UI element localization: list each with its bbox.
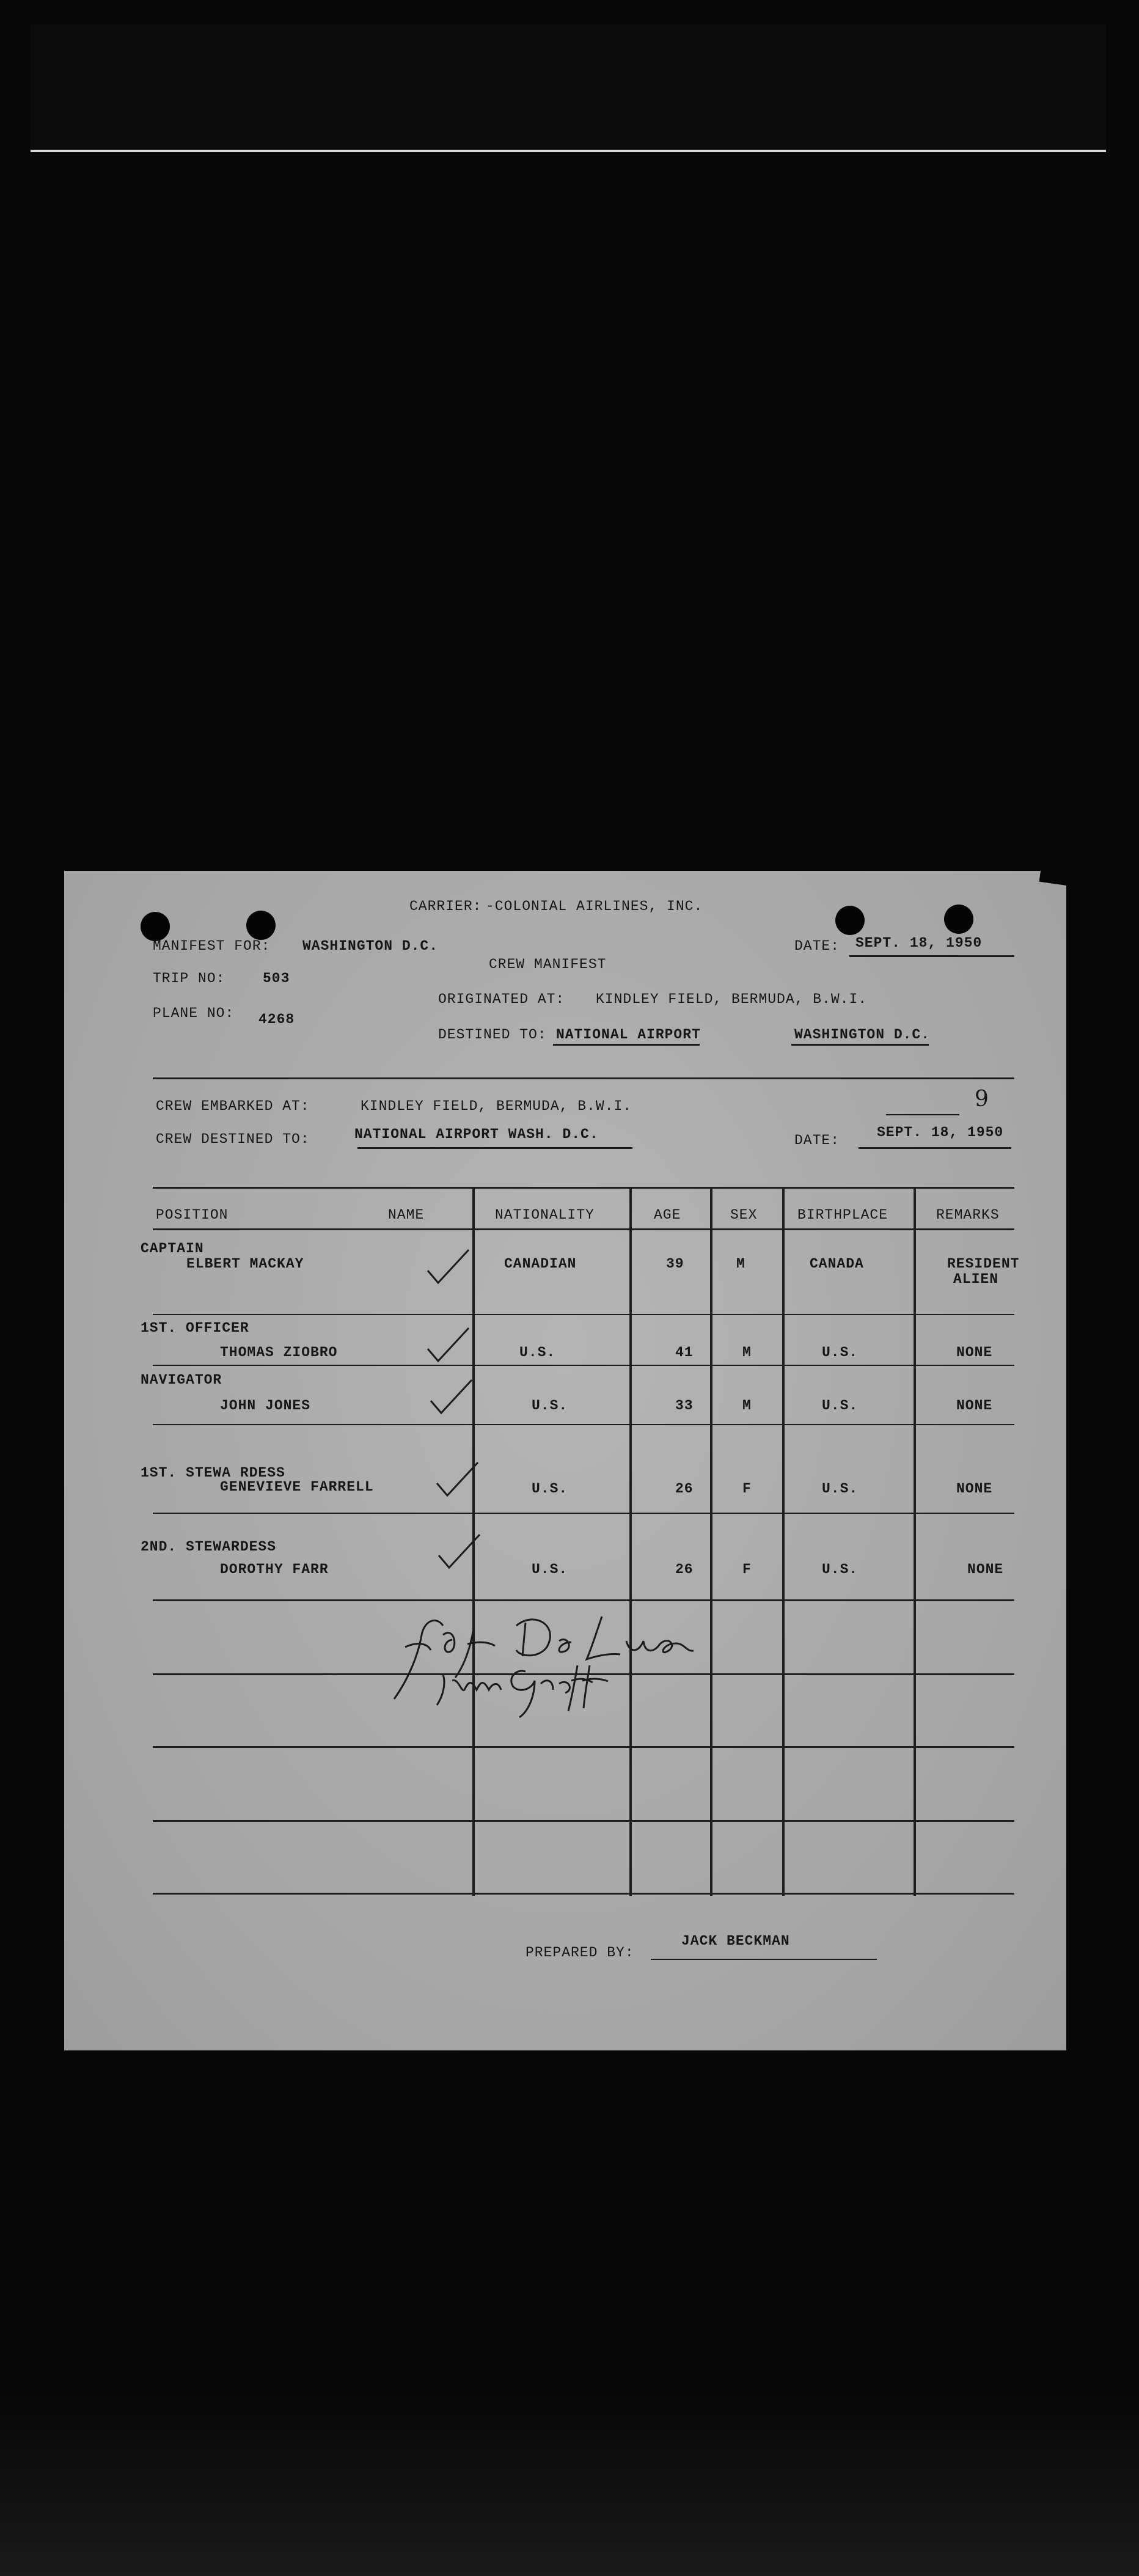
row-remarks: RESIDENT (947, 1256, 1020, 1272)
crew-destined-value: NATIONAL AIRPORT WASH. D.C. (354, 1126, 599, 1142)
crew-manifest-title: CREW MANIFEST (489, 956, 607, 972)
row-birthplace: CANADA (810, 1256, 864, 1272)
check-mark-icon (428, 1375, 477, 1418)
column-header-name: NAME (388, 1207, 425, 1223)
film-band (31, 24, 1106, 153)
row-remarks-cont: ALIEN (953, 1271, 999, 1287)
column-divider (782, 1187, 785, 1896)
trip-no-value: 503 (263, 971, 290, 986)
date-underline (849, 955, 1014, 957)
originated-value: KINDLEY FIELD, BERMUDA, B.W.I. (596, 991, 868, 1007)
row-age: 26 (675, 1481, 694, 1497)
originated-label: ORIGINATED AT: (438, 991, 565, 1007)
check-mark-icon (425, 1323, 474, 1366)
crew-embarked-value: KINDLEY FIELD, BERMUDA, B.W.I. (361, 1098, 632, 1114)
column-header-remarks: REMARKS (936, 1207, 1000, 1223)
row-rule (153, 1314, 1014, 1315)
page-number-underline (886, 1114, 959, 1115)
section-rule (153, 1077, 1014, 1079)
row-age: 33 (675, 1398, 694, 1414)
row-birthplace: U.S. (822, 1561, 859, 1577)
column-header-age: AGE (654, 1207, 681, 1223)
row-rule (153, 1424, 1014, 1425)
corner-fold (1039, 857, 1079, 887)
plane-no-label: PLANE NO: (153, 1005, 235, 1021)
column-header-position: POSITION (156, 1207, 229, 1223)
page-number: 9 (975, 1087, 989, 1112)
crew-date-underline (859, 1147, 1011, 1149)
prepared-by-label: PREPARED BY: (526, 1945, 634, 1961)
date-label: DATE: (794, 938, 840, 954)
column-header-nationality: NATIONALITY (495, 1207, 595, 1223)
row-position: 1ST. OFFICER (141, 1320, 249, 1336)
row-age: 39 (666, 1256, 684, 1272)
crew-date-value: SEPT. 18, 1950 (877, 1125, 1004, 1140)
row-rule (153, 1513, 1014, 1514)
punch-hole (246, 911, 276, 940)
prepared-by-underline (651, 1959, 877, 1960)
row-nationality: U.S. (532, 1398, 568, 1414)
row-age: 41 (675, 1345, 694, 1360)
date-value: SEPT. 18, 1950 (855, 935, 983, 951)
carrier-value: -COLONIAL AIRLINES, INC. (486, 898, 703, 914)
row-sex: M (742, 1398, 752, 1414)
destined-value-2: WASHINGTON D.C. (794, 1027, 931, 1043)
destined-label: DESTINED TO: (438, 1027, 547, 1043)
punch-hole (141, 912, 170, 941)
prepared-by-value: JACK BECKMAN (681, 1933, 790, 1949)
manifest-for-value: WASHINGTON D.C. (302, 938, 439, 954)
film-bottom (0, 2396, 1139, 2576)
manifest-for-label: MANIFEST FOR: (153, 938, 271, 954)
column-divider (914, 1187, 916, 1896)
row-name: GENEVIEVE FARRELL (220, 1479, 374, 1495)
check-mark-icon (425, 1245, 474, 1288)
crew-embarked-label: CREW EMBARKED AT: (156, 1098, 310, 1114)
row-sex: F (742, 1561, 752, 1577)
row-sex: M (736, 1256, 745, 1272)
row-name: DOROTHY FARR (220, 1561, 329, 1577)
row-position: 1ST. STEWA RDESS (141, 1465, 285, 1481)
column-divider (629, 1187, 632, 1896)
column-divider (710, 1187, 712, 1896)
row-position: 2ND. STEWARDESS (141, 1539, 277, 1555)
row-nationality: CANADIAN (504, 1256, 577, 1272)
row-nationality: U.S. (519, 1345, 556, 1360)
plane-no-value: 4268 (258, 1011, 295, 1027)
crew-destined-label: CREW DESTINED TO: (156, 1131, 310, 1147)
punch-hole (835, 906, 865, 935)
trip-no-label: TRIP NO: (153, 971, 225, 986)
check-mark-icon (434, 1458, 483, 1500)
row-birthplace: U.S. (822, 1481, 859, 1497)
destined-value-1: NATIONAL AIRPORT (556, 1027, 701, 1043)
empty-row-rule (153, 1820, 1014, 1822)
empty-row-rule (153, 1746, 1014, 1748)
crew-destined-underline (357, 1147, 632, 1149)
row-nationality: U.S. (532, 1561, 568, 1577)
table-top-rule (153, 1187, 1014, 1189)
row-name: ELBERT MACKAY (186, 1256, 304, 1272)
row-age: 26 (675, 1561, 694, 1577)
row-sex: M (742, 1345, 752, 1360)
row-remarks: NONE (956, 1481, 993, 1497)
destined-underline-1 (553, 1044, 700, 1046)
carrier-label: CARRIER: (409, 898, 482, 914)
row-birthplace: U.S. (822, 1398, 859, 1414)
destined-underline-2 (791, 1044, 929, 1046)
handwritten-signature (351, 1592, 730, 1720)
column-header-sex: SEX (730, 1207, 758, 1223)
crew-date-label: DATE: (794, 1132, 840, 1148)
row-sex: F (742, 1481, 752, 1497)
header-rule (153, 1228, 1014, 1230)
row-remarks: NONE (967, 1561, 1004, 1577)
crew-manifest-document (64, 871, 1066, 2050)
punch-hole (944, 905, 973, 934)
row-position: CAPTAIN (141, 1241, 204, 1257)
row-position: NAVIGATOR (141, 1372, 222, 1388)
row-name: THOMAS ZIOBRO (220, 1345, 338, 1360)
row-remarks: NONE (956, 1345, 993, 1360)
row-nationality: U.S. (532, 1481, 568, 1497)
row-remarks: NONE (956, 1398, 993, 1414)
check-mark-icon (436, 1530, 485, 1572)
table-bottom-rule (153, 1893, 1014, 1895)
row-name: JOHN JONES (220, 1398, 311, 1414)
row-birthplace: U.S. (822, 1345, 859, 1360)
column-header-birthplace: BIRTHPLACE (797, 1207, 888, 1223)
film-edge-lower (31, 150, 1106, 152)
row-rule (153, 1365, 1014, 1366)
